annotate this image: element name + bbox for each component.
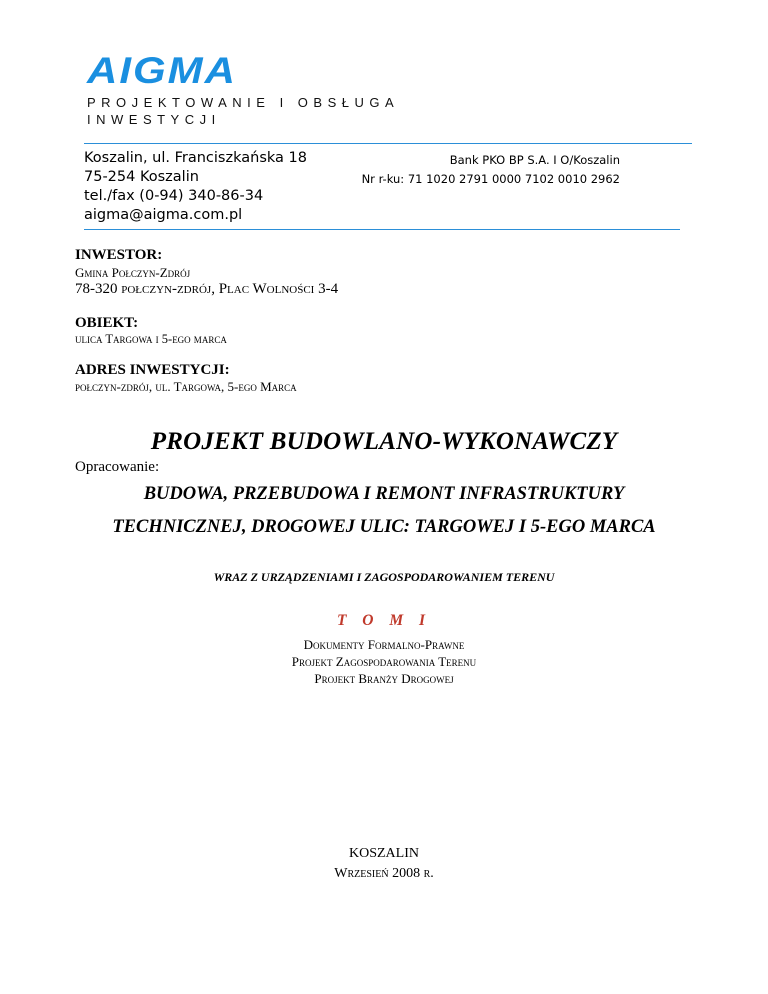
investor-address: 78-320 połczyn-zdrój, Plac Wolności 3-4 bbox=[75, 281, 339, 297]
investor-label: INWESTOR: bbox=[75, 247, 163, 263]
bank-name: Bank PKO BP S.A. I O/Koszalin bbox=[449, 153, 620, 167]
investment-address-value: połczyn-zdrój, ul. Targowa, 5-ego Marca bbox=[75, 379, 297, 394]
header-top-divider bbox=[84, 143, 692, 144]
logo-tagline-line-1: PROJEKTOWANIE I OBSŁUGA bbox=[87, 95, 400, 110]
volume-label: T O M I bbox=[336, 612, 432, 629]
contact-email: aigma@aigma.com.pl bbox=[84, 207, 243, 223]
bank-block bbox=[362, 151, 620, 188]
header-bottom-divider bbox=[84, 229, 680, 230]
bank-account: Nr r-ku: 71 1020 2791 0000 7102 0010 2962 bbox=[361, 171, 620, 186]
object-label: OBIEKT: bbox=[75, 315, 139, 331]
project-title: PROJEKT BUDOWLANO-WYKONAWCZY bbox=[150, 428, 618, 455]
investor-name: Gmina Połczyn-Zdrój bbox=[75, 265, 191, 280]
object-value: ulica Targowa i 5-ego marca bbox=[75, 332, 227, 346]
investment-address-label: ADRES INWESTYCJI: bbox=[75, 362, 230, 378]
footer-block bbox=[0, 844, 768, 884]
company-logo: AIGMA bbox=[87, 49, 237, 91]
contact-phone: tel./fax (0-94) 340-86-34 bbox=[84, 188, 264, 204]
footer-city: KOSZALIN bbox=[349, 846, 419, 861]
volume-contents bbox=[0, 636, 768, 687]
volume-item: Projekt Zagospodarowania Terenu bbox=[291, 654, 477, 669]
project-description-line-1: BUDOWA, PRZEBUDOWA I REMONT INFRASTRUKTURY bbox=[143, 484, 625, 504]
footer-date: Wrzesień 2008 r. bbox=[334, 866, 434, 881]
volume-item: Projekt Branży Drogowej bbox=[314, 671, 454, 686]
project-description-line-3: WRAZ Z URZĄDZENIAMI I ZAGOSPODAROWANIEM TERENU bbox=[213, 570, 555, 584]
logo-tagline-line-2: INWESTYCJI bbox=[87, 112, 221, 127]
contact-address-line-2: 75-254 Koszalin bbox=[84, 169, 199, 185]
contact-address-line-1: Koszalin, ul. Franciszkańska 18 bbox=[84, 150, 307, 166]
project-description-line-2: TECHNICZNEJ, DROGOWEJ ULIC: TARGOWEJ I 5-EGO MARCA bbox=[112, 517, 656, 537]
volume-item: Dokumenty Formalno-Prawne bbox=[303, 637, 465, 652]
prepared-label: Opracowanie: bbox=[75, 459, 160, 475]
contact-block bbox=[84, 149, 307, 225]
